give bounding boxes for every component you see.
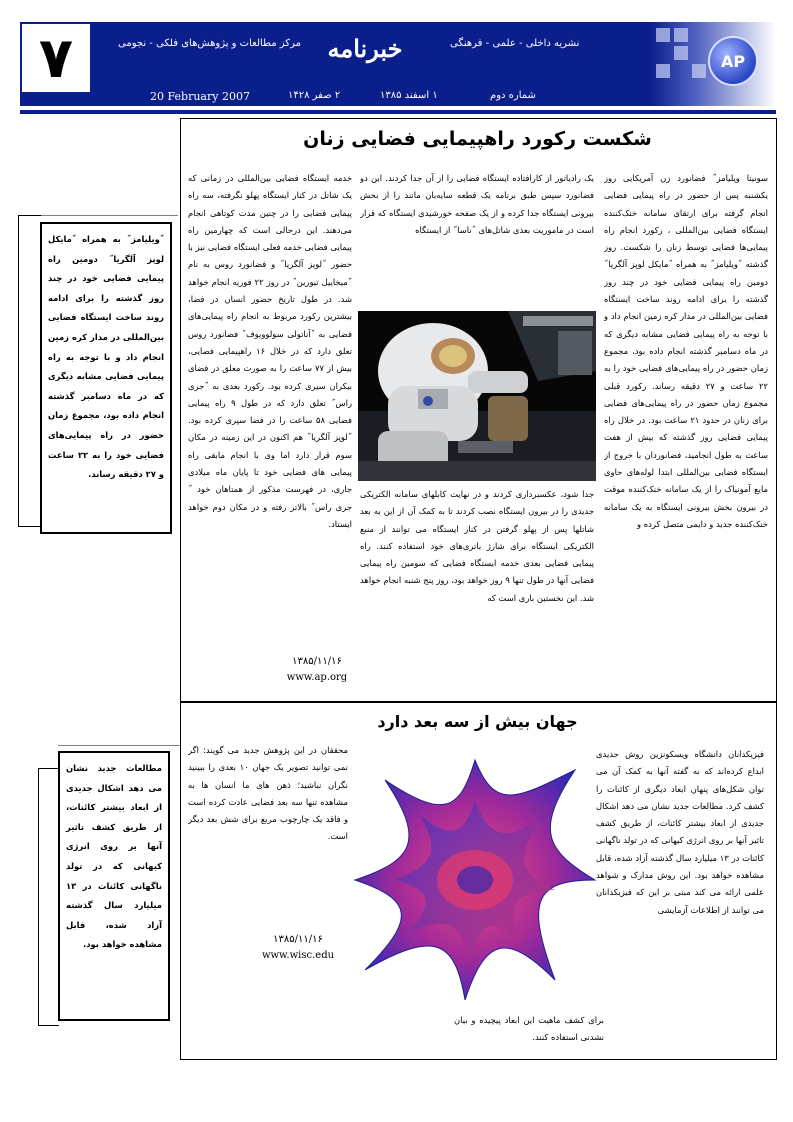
article1-headline: شکست رکورد راهپیمایی فضایی زنان: [303, 128, 652, 150]
article2-column-right: فیزیکدانان دانشگاه ویسکونزین روش جدیدی ابداع کرده‌اند که به گفته آنها به کمک آن می توان شکل‌های پنهان ابعاد دیگری از کائنات را کشف کرد. مطالعات جدید نشان می دهد اشکال جدیدی از ابعاد بیشتر کائنات، از طریق کشف تاثیر آنها بر روی انرژی کیهانی که در تولد ناگهانی کائنات در ۱۳ میلیارد سال گذشته آزاد شده، قابل مشاهده خواهد بود. این روش مدارک و شواهد علمی ارائه می کند مبنی بر این که فیزیکدانان می توانند از اطلاعات آزمایشی: [596, 749, 764, 915]
article1-column-middle-bottom: جدا شود، عکسبرداری کردند و در نهایت کابلهای سامانه الکتریکی جدیدی را در بیرون ایستگاه نصب کردند تا به کمک آن از این به بعد شاتلها پس از پهلو گرفتن در کنار ایستگاه می توانند از منبع الکتریکی ایستگاه برای شارژ باتری‌های خود استفاده کنند. راه پیمایی فضایی بعدی خدمه ایستگاه فضایی که سومین راه پیمایی فضایی آنها در طول تنها ۹ روز خواهد بود، روز پنج شنبه انجام خواهد شد. این نخستین باری است که: [360, 489, 594, 603]
article1-column-middle-top: یک رادیاتور از کارافتاده ایستگاه فضایی را از آن جدا کردند. این دو فضانورد سپس طبق برنامه یک قطعه سایه‌بان مانند را از بخش بیرونی ایستگاه جدا کرده و از یک صفحه خورشیدی ایستگاه که قرار است در ماموریت بعدی شاتل‌های ˝ناسا˝ از ایستگاه: [360, 173, 594, 235]
issue-number: ۷: [38, 25, 74, 91]
sidebox2-bracket: [38, 768, 59, 1026]
article1-date: ۱۳۸۵/۱۱/۱۶: [292, 656, 342, 667]
date-hijri: ۲ صفر ۱۴۲۸: [288, 90, 341, 101]
sidebox1-quote: ˝ویلیامز˝ به همراه ˝مایکل لوپز آلگریا˝ دومین راه پیمایی فضایی خود در چند روز گذشته را برای ادامه روند ساخت ایستگاه فضایی بین‌المللی در مدار کره زمین انجام داد و با توجه به راه پیمایی فضایی مشابه دیگری که در ماه دسامبر گذشته انجام داده بود، مجموع زمان حضور در راه پیمایی‌های فضایی خود را به ۲۲ ساعت و ۲۷ دقیقه رساند.: [40, 222, 172, 534]
logo-panel: [650, 22, 776, 106]
article2-date: ۱۳۸۵/۱۱/۱۶: [273, 934, 323, 945]
astronaut-photo: [358, 311, 596, 481]
sidebox1-bracket: [18, 215, 41, 527]
article1-column-left: خدمه ایستگاه فضایی بین‌المللی در زمانی که یک شاتل در کنار ایستگاه پهلو نگرفته، سه راه پیمایی فضایی را در چنین مدت کوتاهی انجام می‌دهند. این درحالی است که چهارمین راه پیمایی فضایی خدمه فعلی ایستگاه فضایی نیز با حضور ˝لوپز آلگریا˝ و فضانورد روس به نام ˝میخاییل تیورین˝ در روز ۲۲ فوریه انجام خواهد شد. در طول تاریخ حضور انسان در فضا، بیشترین رکورد مربوط به انجام راه پیمایی‌های فضایی به ˝آناتولی سولوویوف˝ فضانورد روس تعلق دارد که در خلال ۱۶ راهپیمایی فضایی، بیش از ۷۷ ساعت را به صورت معلق در فضای بیکران سیری کرده بود. رکورد بعدی به ˝جری راس˝ تعلق دارد که در طول ۹ راه پیمایی فضایی ۵۸ ساعت را در فضا سپری کرده بود. ˝لوپز آلگریا˝ هم اکنون در این زمینه در مکان سوم قرار دارد اما وی با انجام مابقی راه پیمایی های فضایی خود تا پایان ماه میلادی جاری، در فهرست مذکور از همتاهان خود ˝ جری راس˝ بالاتر رفته و در مکان دوم خواهد ایستاد.: [188, 173, 352, 529]
issue-label: شماره دوم: [490, 90, 536, 101]
issue-number-box: [20, 22, 92, 94]
organization-name: مرکز مطالعات و پژوهش‌های فلکی - نجومی: [118, 38, 301, 49]
sidebox2-quote: مطالعات جدید نشان می دهد اشکال جدیدی از ابعاد بیشتر کائنات، از طریق کشف تاثیر آنها بر روی انرژی کیهانی که در تولد ناگهانی کائنات در ۱۳ میلیارد سال گذشته آزاد شده، قابل مشاهده خواهد بود.: [58, 751, 170, 1021]
date-gregorian: 20 February 2007: [150, 90, 250, 103]
article2-source: www.wisc.edu: [261, 950, 335, 961]
calabi-yau-image: [345, 740, 605, 1010]
logo-icon: AP: [708, 36, 758, 86]
brand-title: خبرنامه: [327, 34, 403, 63]
article2-headline: جهان بیش از سه بعد دارد: [377, 712, 578, 731]
astronaut-illustration: [358, 311, 596, 481]
article1-source: www.ap.org: [286, 672, 348, 683]
article2-bottom-text: برای کشف ماهیت این ابعاد پیچیده و بیان نشدنی استفاده کنند.: [454, 1015, 604, 1043]
article1-column-right: سونیتا ویلیامز˝ فضانورد زن آمریکایی روز یکشنبه پس از حضور در راه پیمایی فضایی انجام گرفته برای ارتقای سامانه خنک‌کننده ایستگاه فضایی بین‌المللی ، رکورد انجام راه پیمایی‌ها فضایی توسط زنان را شکست. روز گذشته ˝ویلیامز˝ به همراه ˝مایکل لوپز آلگریا˝ دومین راه پیمایی فضایی خود در چند روز گذشته را برای ادامه روند ساخت ایستگاه فضایی بین‌المللی در مدار کره زمین انجام داد و با توجه به راه پیمایی فضایی مشابه دیگری که در ماه دسامبر گذشته انجام داده بود، مجموع زمان حضور در راه پیمایی‌های فضایی خود را به ۲۲ ساعت و ۲۷ دقیقه رساند. رکورد قبلی مجموع زمان حضور در راه پیمایی‌های فضایی برای زنان در حدود ۲۱ ساعت بود. در خلال راه پیمایی فضایی روز گذشته که بیش از هفت ساعت به طول انجامید، فضانوردان با خروج از ایستگاه فضایی بین‌المللی ابتدا لوله‌های حاوی مایع آمونیاک را از یک سامانه خنک‌کننده موقت در بیرون بخش بیرونی ایستگاه به یک سامانه خنک‌کننده جدید و دایمی متصل کرده و: [604, 173, 768, 529]
article2-column-left: محققان در این پژوهش جدید می گویند: اگر نمی توانید تصویر یک جهان ۱۰ بعدی را ببینید نگران نباشید؛ ذهن های ما انسان ها به مشاهده تنها سه بعد فضایی عادت کرده است و فاقد یک چارچوب مربع برای شش بعد دیگر است.: [188, 745, 348, 842]
calabi-yau-illustration: [345, 740, 605, 1010]
masthead: [20, 22, 776, 114]
date-shamsi: ۱ اسفند ۱۳۸۵: [380, 90, 438, 101]
publication-description: نشریه داخلی - علمی - فرهنگی: [450, 38, 580, 49]
